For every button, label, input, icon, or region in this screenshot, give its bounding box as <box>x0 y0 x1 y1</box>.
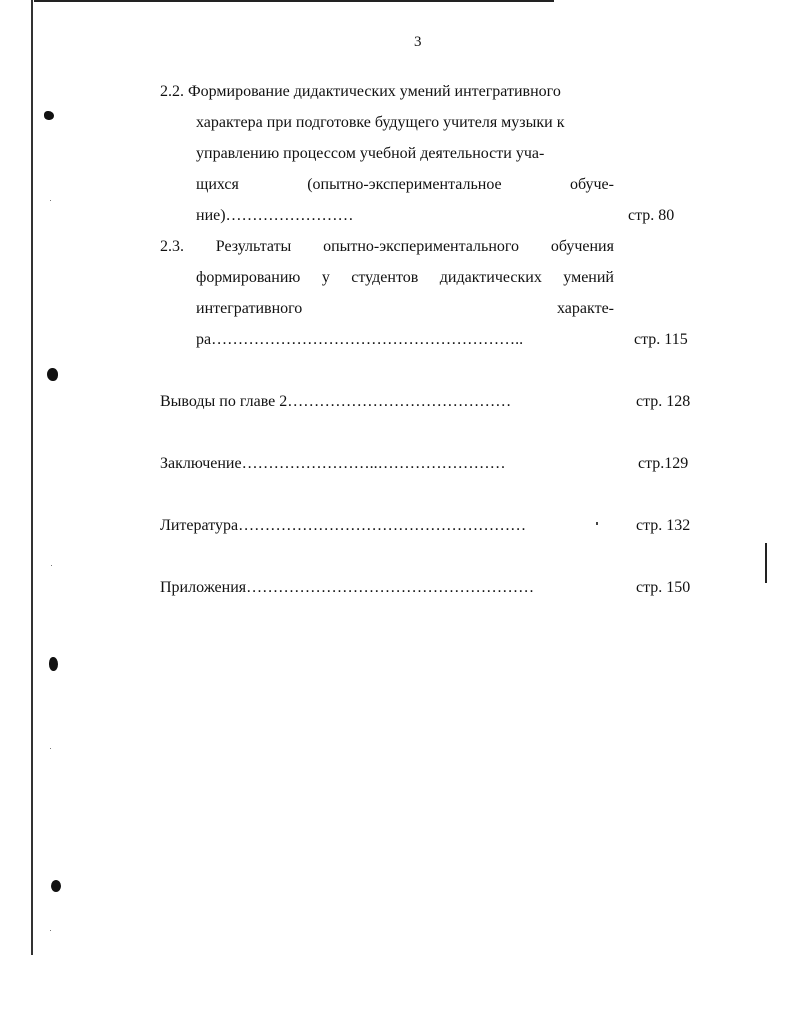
toc-2-3-word: 2.3. <box>160 238 184 255</box>
toc-2-3-word: формированию <box>196 269 301 286</box>
toc-appendices-page: стр. 150 <box>636 579 691 596</box>
toc-conclusions-page: стр. 128 <box>636 393 691 410</box>
scan-streak-mark <box>765 543 767 583</box>
toc-2-2-line-2: характера при подготовке будущего учителя музыки к <box>196 114 565 131</box>
toc-2-2-line-4 <box>196 175 614 195</box>
toc-2-3-word: Результаты <box>215 238 292 255</box>
toc-2-2-page: стр. 80 <box>628 207 675 224</box>
scan-speck-mark <box>596 522 598 525</box>
binder-hole-mark <box>51 880 61 892</box>
toc-2-3-word: характе- <box>557 300 614 317</box>
toc-2-3-word: обучения <box>550 238 614 255</box>
toc-2-3-line-3 <box>196 299 614 319</box>
scan-top-border <box>34 0 554 2</box>
page-number: 3 <box>414 34 422 50</box>
toc-conclusion-page: стр.129 <box>638 455 689 472</box>
binder-hole-mark <box>44 111 54 120</box>
toc-2-3-word: студентов <box>351 269 419 286</box>
scan-speck-mark <box>50 930 51 931</box>
toc-2-3-word: умений <box>563 269 614 286</box>
toc-2-3-word: интегративного <box>196 300 303 317</box>
scan-speck-mark <box>50 748 51 749</box>
toc-2-3-word: опытно-экспериментального <box>323 238 520 255</box>
scan-speck-mark <box>51 565 52 566</box>
toc-literature-page: стр. 132 <box>636 517 691 534</box>
binder-hole-mark <box>47 368 58 381</box>
toc-2-2-line-1: 2.2. Формирование дидактических умений интегративного <box>160 83 561 100</box>
toc-conclusions-label: Выводы по главе 2…………………………………… <box>160 393 512 410</box>
toc-2-3-word: дидактических <box>439 269 542 286</box>
toc-2-3-word: у <box>321 269 330 286</box>
toc-2-2-word: (опытно-экспериментальное <box>307 176 502 193</box>
toc-2-3-line-2 <box>196 268 614 288</box>
binder-hole-mark <box>49 657 58 671</box>
toc-2-2-line-3: управлению процессом учебной деятельности уча- <box>196 145 545 162</box>
toc-2-3-page: стр. 115 <box>634 331 688 348</box>
toc-2-2-word: обуче- <box>569 176 614 193</box>
scan-speck-mark <box>50 200 51 201</box>
toc-literature-label: Литература……………………………………………… <box>160 517 527 534</box>
toc-2-2-line-5: ние)…………………… <box>196 207 354 224</box>
toc-2-2-word: щихся <box>196 176 239 193</box>
toc-2-3-line-4: ра………………………………………………….. <box>196 331 524 348</box>
scan-left-border <box>31 0 33 955</box>
toc-2-3-line-1 <box>160 237 614 257</box>
toc-conclusion-label: Заключение……………………..…………………… <box>160 455 506 472</box>
toc-appendices-label: Приложения……………………………………………… <box>160 579 535 596</box>
